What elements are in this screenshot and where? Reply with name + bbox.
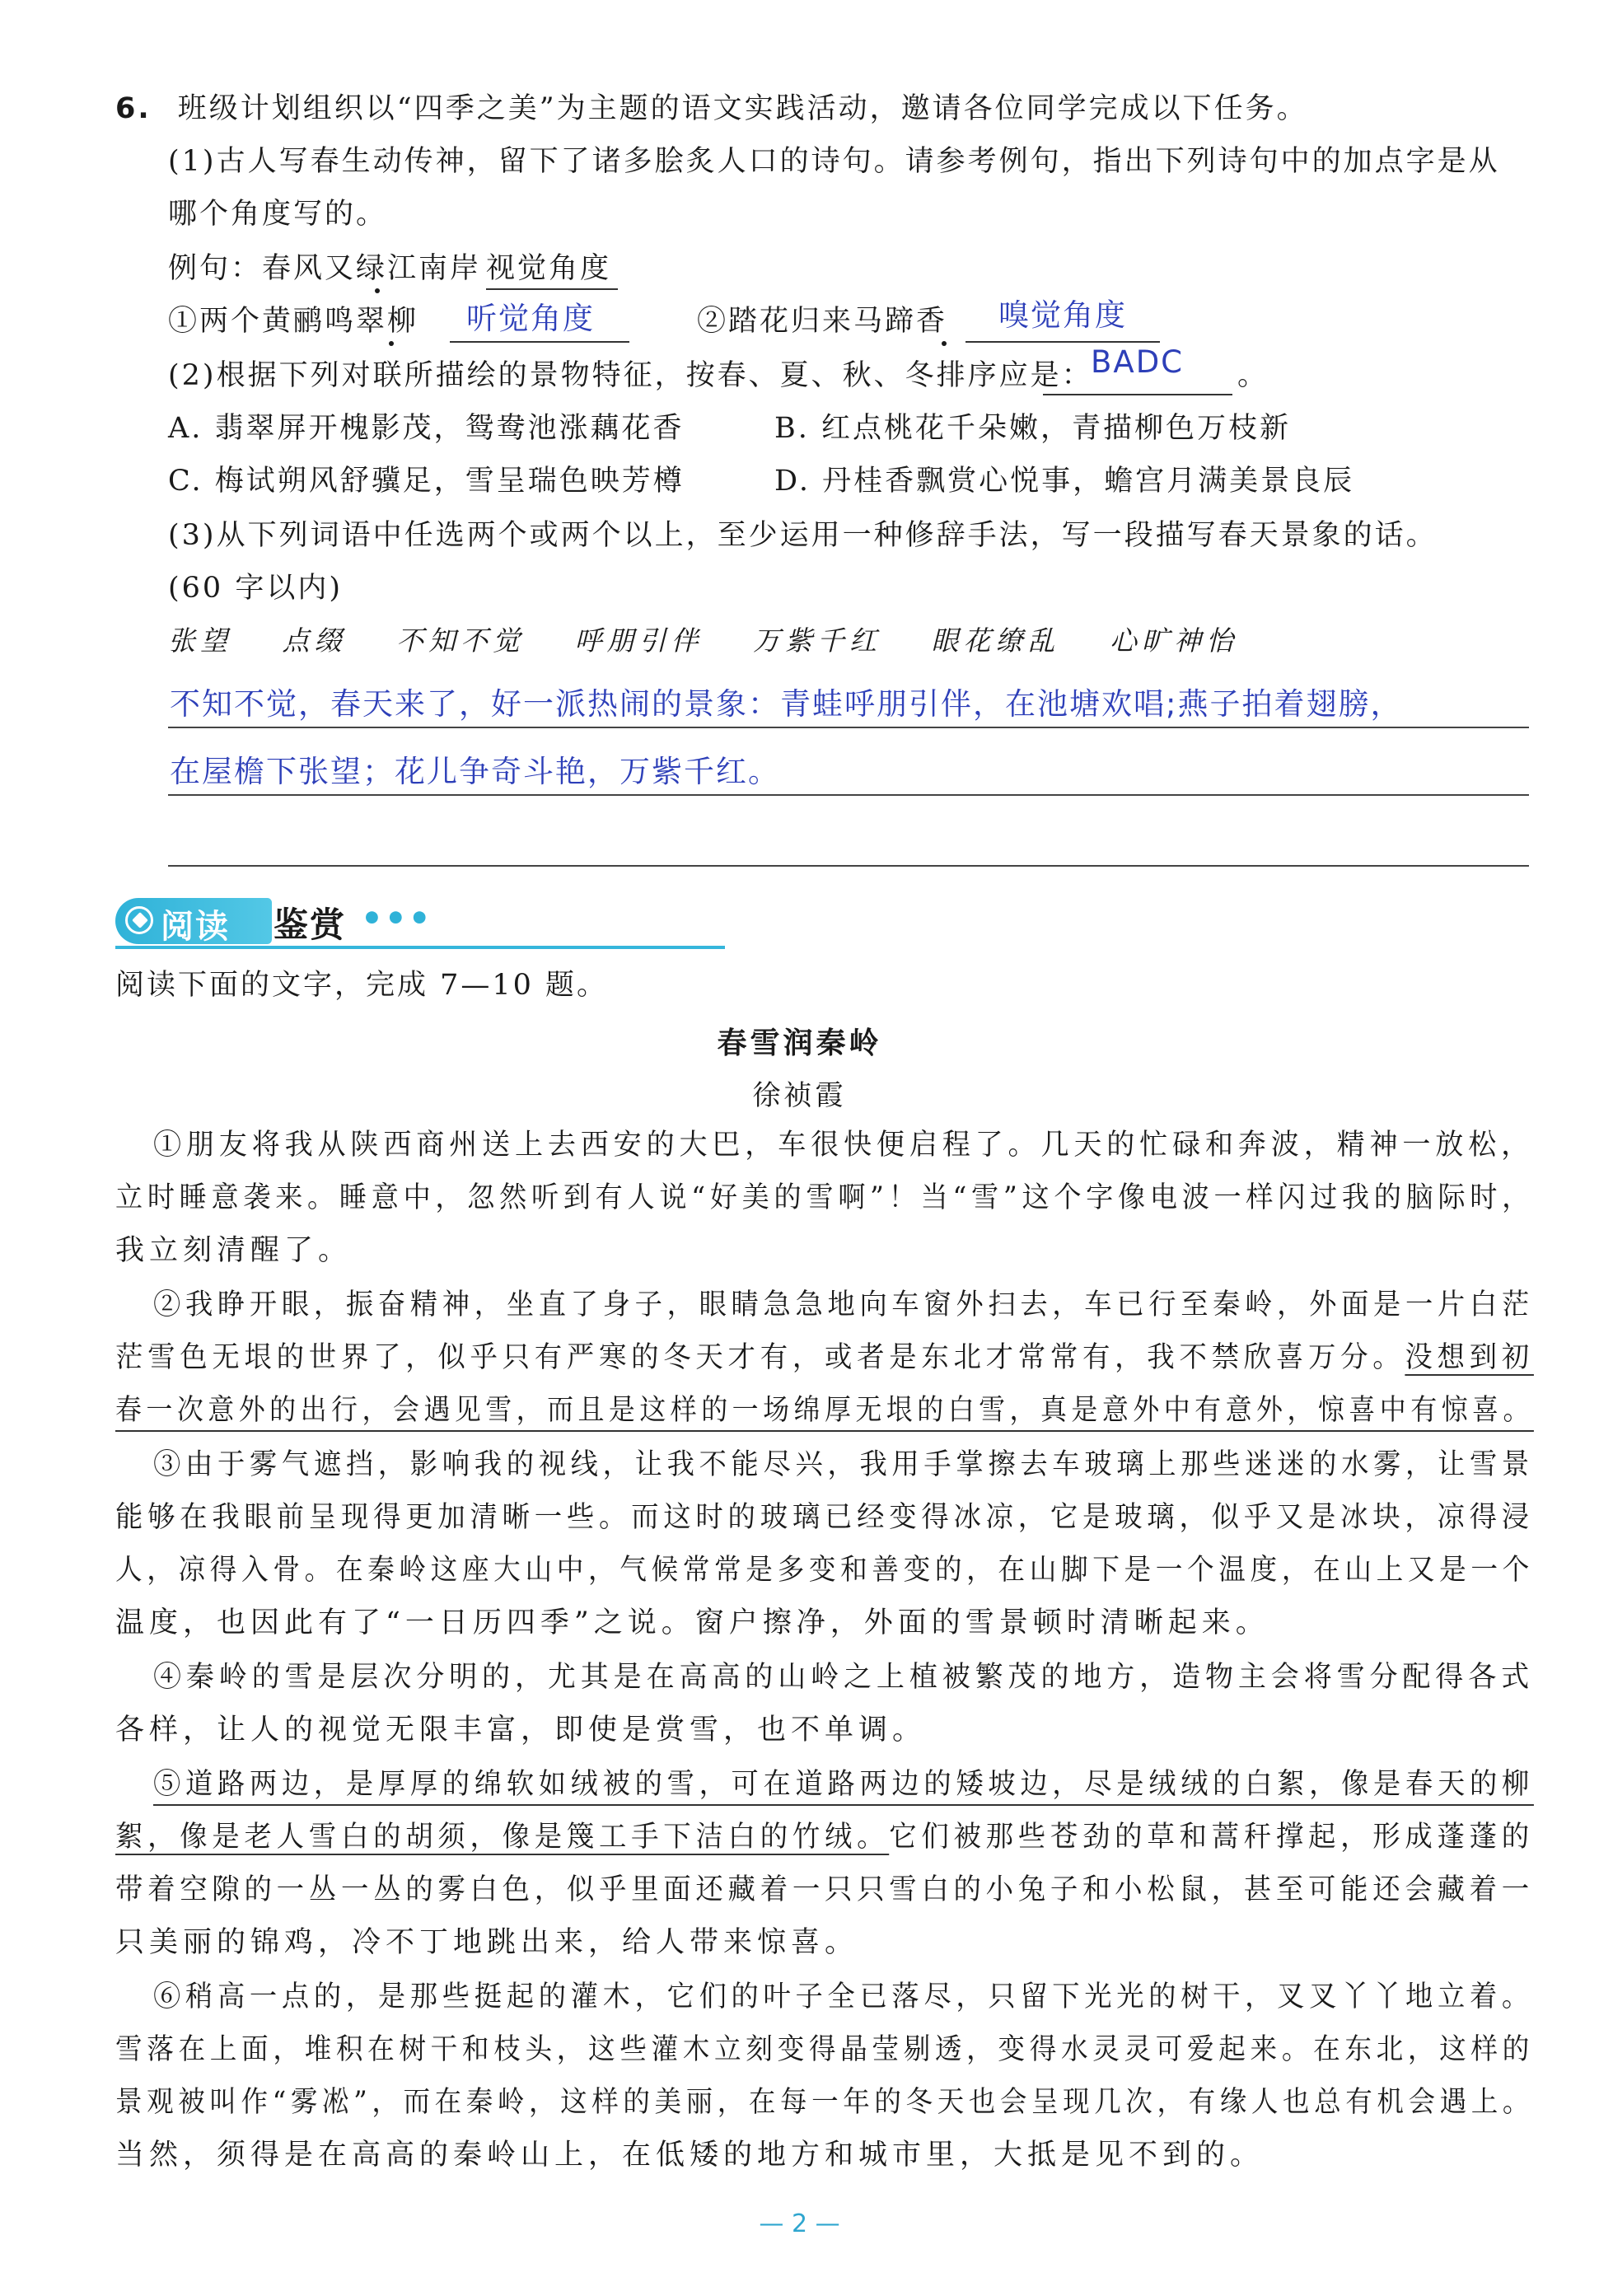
q6-stem: 班级计划组织以“四季之美”为主题的语文实践活动，邀请各位同学完成以下任务。 — [177, 92, 1308, 125]
answer-blank-2 — [965, 341, 1160, 343]
answer-blank-3 — [1043, 394, 1232, 395]
handwritten-answer-line-1: 不知不觉，春天来了，好一派热闹的景象：青蛙呼朋引伴，在池塘欢唱;燕子拍着翅膀， — [170, 686, 1403, 722]
p3-line: 人，凉得入骨。在秦岭这座大山中，气候常常是多变和善变的，在山脚下是一个温度，在山上又是一个 — [115, 1554, 1534, 1587]
p6-line: ⑥稍高一点的，是那些挺起的灌木，它们的叶子全已落尽，只留下光光的树干，叉叉丫丫地立着。 — [153, 1980, 1534, 2013]
word-list — [168, 620, 1238, 658]
option-c: C. 梅试朔风舒骥足，雪呈瑞色映芳樽 — [168, 465, 685, 498]
section-dots: ••• — [361, 898, 432, 938]
q6-part1-line1: (1)古人写春生动传神，留下了诸多脍炙人口的诗句。请参考例句，指出下列诗句中的加点字是从 — [168, 145, 1500, 178]
word-item: 张望 — [168, 624, 232, 657]
p2-text: 茫雪色无垠的世界了，似乎只有严寒的冬天才有，或者是东北才常常有，我不禁欣喜万分。 — [115, 1341, 1405, 1374]
poem-item-2-answer: 嗅觉角度 — [998, 297, 1127, 333]
p5-line: 带着空隙的一丛一丛的雾白色，似乎里面还藏着一只只雪白的小兔子和小松鼠，甚至可能还会藏着一 — [115, 1873, 1534, 1906]
p5-underlined-line: ⑤道路两边，是厚厚的绵软如绒被的雪，可在道路两边的矮坡边，尽是绒绒的白絮，像是春天的柳 — [153, 1765, 1534, 1806]
p5-underlined-text: 絮，像是老人雪白的胡须，像是篾工手下洁白的竹绒。 — [115, 1821, 890, 1854]
p5-line: 只美丽的锦鸡，冷不丁地跳出来，给人带来惊喜。 — [115, 1926, 859, 1959]
page-number: — 2 — — [759, 2209, 840, 2238]
word-item: 心旷神怡 — [1110, 624, 1238, 657]
handwritten-answer-line-2: 在屋檐下张望；花儿争奇斗艳，万紫千红。 — [170, 754, 780, 789]
passage-author: 徐祯霞 — [752, 1079, 847, 1112]
q6-stem-row — [115, 89, 1308, 129]
word-item: 点缀 — [282, 624, 347, 657]
q6-part3-line1: (3)从下列词语中任选两个或两个以上，至少运用一种修辞手法，写一段描写春天景象的话。 — [168, 519, 1438, 552]
section-underline — [115, 946, 725, 949]
p2-line — [115, 1338, 1534, 1377]
word-item: 眼花缭乱 — [931, 624, 1060, 657]
p3-line: 能够在我眼前呈现得更加清晰一些。而这时的玻璃已经变得冰凉，它是玻璃，似乎又是冰块，凉得浸 — [115, 1501, 1534, 1534]
p2-underlined-line: 春一次意外的出行，会遇见雪，而且是这样的一场绵厚无垠的白雪，真是意外中有意外，惊喜中有惊喜。 — [115, 1391, 1534, 1432]
p6-line: 景观被叫作“雾凇”，而在秦岭，这样的美丽，在每一年的冬天也会呈现几次，有缘人也总有机会遇上。 — [115, 2086, 1534, 2119]
p6-line: 当然，须得是在高高的秦岭山上，在低矮的地方和城市里，大抵是见不到的。 — [115, 2139, 1265, 2172]
p1-line: 我立刻清醒了。 — [115, 1234, 353, 1267]
p4-line: ④秦岭的雪是层次分明的，尤其是在高高的山岭之上植被繁茂的地方，造物主会将雪分配得各式 — [153, 1661, 1535, 1694]
q6-part1-line2: 哪个角度写的。 — [168, 198, 388, 231]
answer-line-1 — [168, 727, 1529, 728]
p5-text: 它们被那些苍劲的草和蒿秆撑起，形成蓬蓬的 — [889, 1821, 1534, 1854]
emphasis-dot — [375, 288, 380, 293]
p5-line — [115, 1817, 1534, 1857]
q6-part2-end: 。 — [1237, 359, 1269, 392]
passage-title: 春雪润秦岭 — [717, 1026, 882, 1060]
p6-line: 雪落在上面，堆积在树干和枝头，这些灌木立刻变得晶莹剔透，变得水灵灵可爱起来。在东北，这样的 — [115, 2033, 1534, 2066]
p3-line: 温度，也因此有了“一日历四季”之说。窗户擦净，外面的雪景顿时清晰起来。 — [115, 1606, 1269, 1639]
reading-intro: 阅读下面的文字，完成 7—10 题。 — [115, 969, 609, 1002]
poem-item-1: ①两个黄鹂鸣翠柳 — [168, 305, 419, 338]
example-answer-underline — [486, 288, 618, 290]
poem-item-2: ②踏花归来马蹄香 — [697, 305, 948, 338]
q6-part2-answer: BADC — [1091, 344, 1185, 380]
question-number: 6. — [115, 92, 152, 125]
section-label-reading: 阅读 — [161, 908, 230, 946]
emphasis-dot — [942, 341, 947, 346]
word-item: 万紫千红 — [753, 624, 881, 657]
option-d: D. 丹桂香飘赏心悦事，蟾宫月满美景良辰 — [774, 465, 1355, 498]
option-a: A. 翡翠屏开槐影茂，鸳鸯池涨藕花香 — [168, 412, 685, 445]
p1-line: ①朋友将我从陕西商州送上去西安的大巴，车很快便启程了。几天的忙碌和奔波，精神一放松， — [153, 1129, 1535, 1162]
p1-line: 立时睡意袭来。睡意中，忽然听到有人说“好美的雪啊”！当“雪”这个字像电波一样闪过我的脑际时， — [115, 1181, 1534, 1214]
p4-line: 各样，让人的视觉无限丰富，即使是赏雪，也不单调。 — [115, 1714, 927, 1747]
poem-item-1-answer: 听觉角度 — [466, 301, 595, 336]
example-answer: 视觉角度 — [486, 252, 612, 285]
word-item: 不知不觉 — [396, 624, 525, 657]
p3-line: ③由于雾气遮挡，影响我的视线，让我不能尽兴，我用手掌擦去车玻璃上那些迷迷的水雾，让雪景 — [153, 1448, 1534, 1481]
p2-underlined-text: 没想到初 — [1405, 1341, 1534, 1374]
example-sentence: 例句：春风又绿江南岸 — [168, 252, 482, 285]
emphasis-dot — [389, 341, 394, 346]
option-b: B. 红点桃花千朵嫩，青描柳色万枝新 — [774, 412, 1291, 445]
q6-part3-line2: (60 字以内) — [168, 572, 343, 605]
word-item: 呼朋引伴 — [574, 624, 704, 657]
q6-part2: (2)根据下列对联所描绘的景物特征，按春、夏、秋、冬排序应是： — [168, 359, 1093, 392]
answer-line-3 — [168, 865, 1529, 867]
answer-blank-1 — [450, 341, 629, 343]
p2-line: ②我睁开眼，振奋精神，坐直了身子，眼睛急急地向车窗外扫去，车已行至秦岭，外面是一片白茫 — [153, 1288, 1534, 1321]
answer-line-2 — [168, 794, 1529, 796]
section-label-appreciation: 鉴赏 — [274, 905, 347, 945]
